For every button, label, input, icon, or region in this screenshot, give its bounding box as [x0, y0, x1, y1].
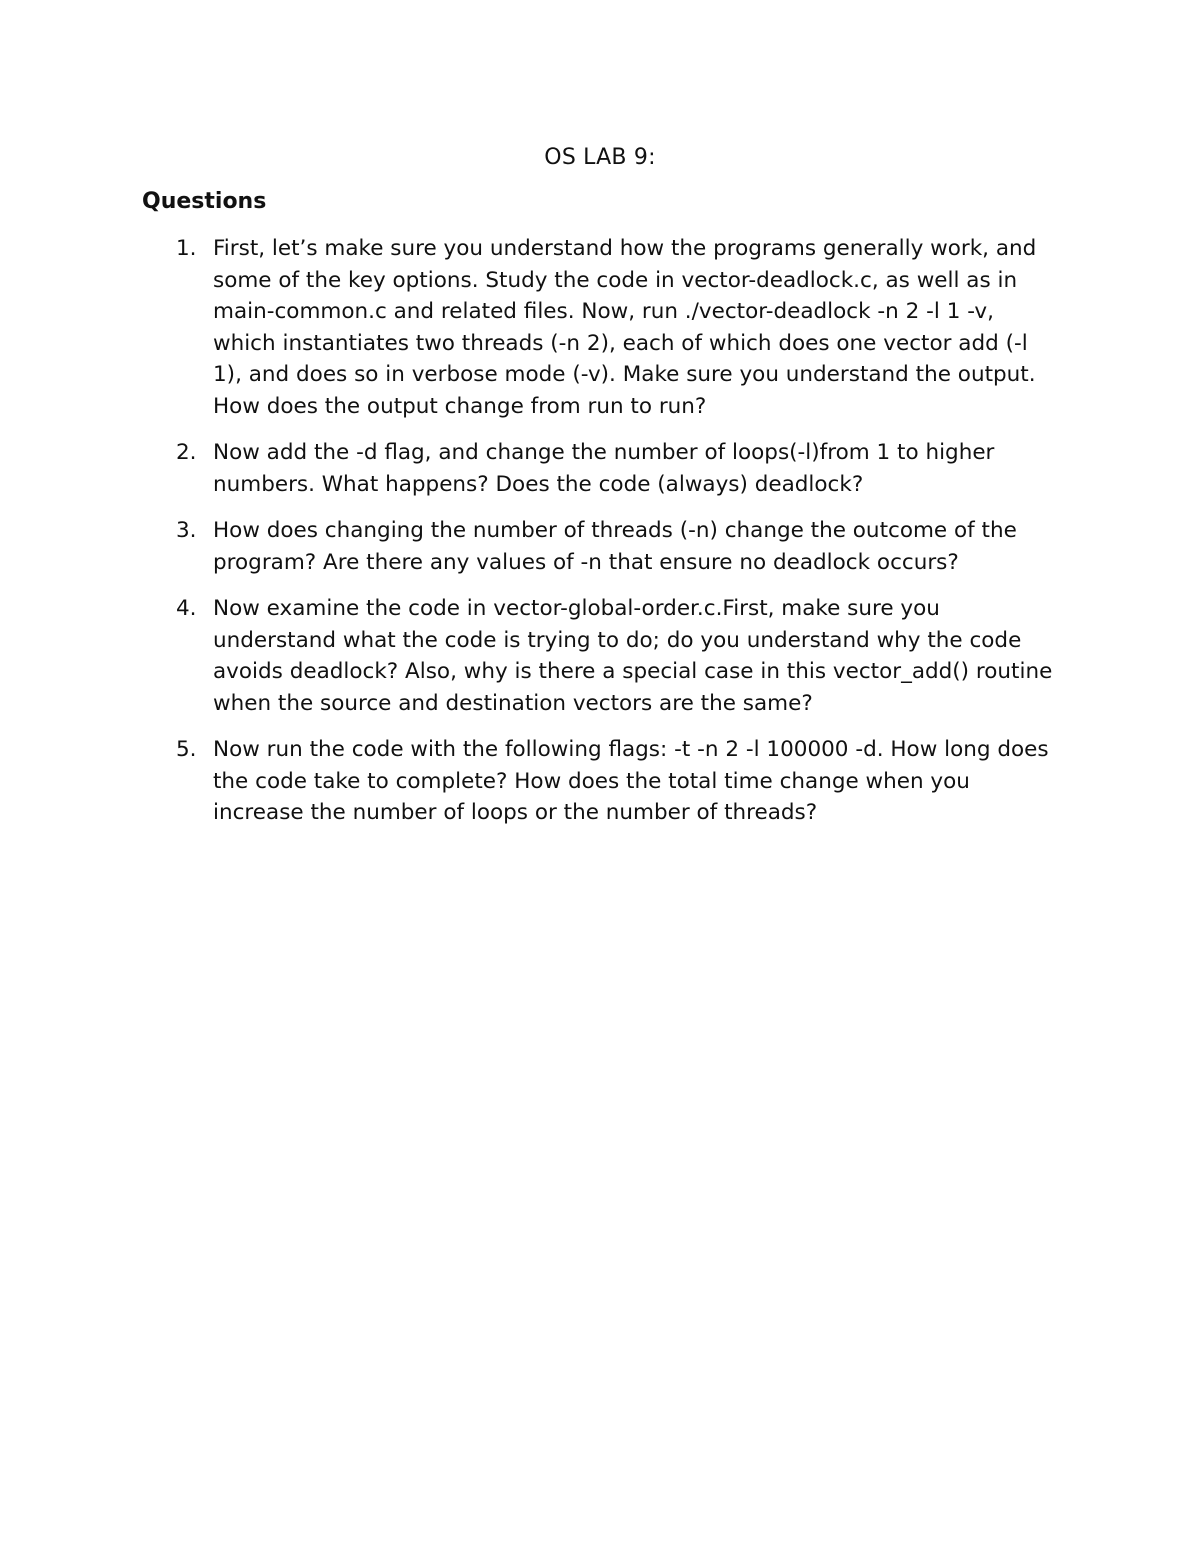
question-number: 1. [176, 236, 197, 261]
question-list [0, 233, 1200, 844]
question-number: 4. [176, 596, 197, 621]
section-heading-questions: Questions [142, 189, 267, 214]
question-item-5 [0, 734, 1053, 829]
document-title: OS LAB 9: [544, 145, 656, 170]
question-item-2 [0, 437, 1053, 500]
question-item-3 [0, 515, 1053, 578]
question-text: How does changing the number of threads (-n) change the outcome of the program? Are there any values of -n that ensure no deadlock occurs? [213, 518, 1017, 575]
question-item-4 [0, 593, 1053, 719]
question-number: 3. [176, 518, 197, 543]
question-number: 5. [176, 737, 197, 762]
question-item-1 [0, 233, 1053, 422]
question-text: Now run the code with the following flags: -t -n 2 -l 100000 -d. How long does the code take to complete? How does the total time change when you increase the number of loops or the number of threads? [213, 737, 1049, 825]
question-text: Now add the -d flag, and change the number of loops(-l)from 1 to higher numbers. What happens? Does the code (always) deadlock? [213, 440, 995, 497]
question-number: 2. [176, 440, 197, 465]
question-text: Now examine the code in vector-global-order.c.First, make sure you understand what the code is trying to do; do you understand why the code avoids deadlock? Also, why is there a special case in this vector_add() routine when the source and destination vectors are the same? [213, 596, 1053, 716]
question-text: First, let’s make sure you understand how the programs generally work, and some of the key options. Study the code in vector-deadlock.c, as well as in main-common.c and related files. Now, run ./vector-deadlock -n 2 -l 1 -v, which instantiates two threads (-n 2), each of which does one vector add (-l 1), and does so in verbose mode (-v). Make sure you understand the output. How does the output change from run to run? [213, 236, 1037, 419]
